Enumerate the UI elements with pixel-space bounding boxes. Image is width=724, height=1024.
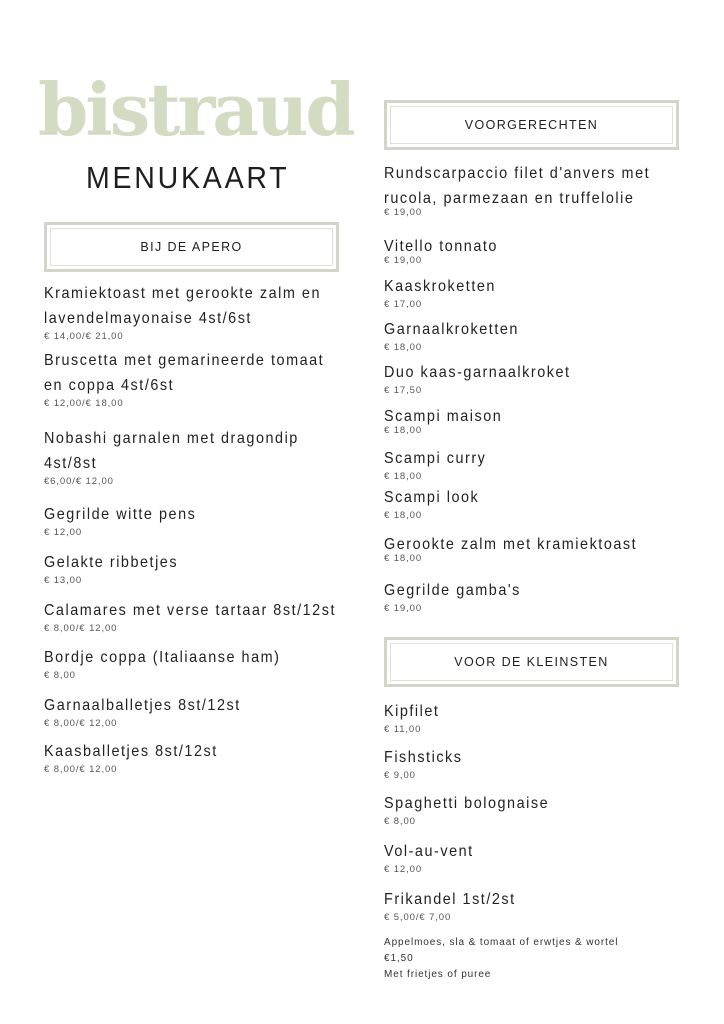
item-price: € 13,00 (44, 575, 82, 586)
item-name-line: Gegrilde witte pens (44, 506, 197, 523)
item-name-line: lavendelmayonaise 4st/6st (44, 310, 252, 327)
item-name-line: Kramiektoast met gerookte zalm en (44, 285, 321, 302)
section-header-voorgerechten (384, 100, 679, 150)
item-price: € 5,00/€ 7,00 (384, 912, 452, 923)
item-name-line: Scampi maison (384, 408, 503, 425)
item-price: € 8,00/€ 12,00 (44, 718, 118, 729)
item-name (44, 426, 332, 476)
menu-item (44, 550, 364, 587)
item-price: € 12,00/€ 18,00 (44, 398, 124, 409)
item-name (384, 404, 672, 429)
section-title: VOORGERECHTEN (464, 118, 599, 132)
item-name-line: Gerookte zalm met kramiektoast (384, 536, 638, 553)
item-name (44, 502, 332, 527)
item-name (44, 281, 332, 331)
menu-item (44, 502, 364, 539)
menu-item (384, 404, 704, 437)
item-name-line: Rundscarpaccio filet d'anvers met (384, 165, 651, 182)
item-name (384, 274, 672, 299)
item-price: € 8,00/€ 12,00 (44, 764, 118, 775)
item-name-line: Garnaalballetjes 8st/12st (44, 697, 241, 714)
item-name-line: rucola, parmezaan en truffelolie (384, 190, 635, 207)
menu-item (384, 317, 704, 354)
item-name-line: Gegrilde gamba's (384, 582, 521, 599)
menu-item (384, 161, 704, 219)
item-name-line: Bordje coppa (Italiaanse ham) (44, 649, 281, 666)
section-voorgerechten (384, 100, 684, 980)
item-name (384, 234, 672, 259)
item-price: € 18,00 (384, 471, 422, 482)
item-price: € 12,00 (384, 864, 422, 875)
item-price: € 19,00 (384, 207, 422, 218)
menu-item (384, 887, 704, 924)
menu-item (384, 234, 704, 267)
menu-item (44, 645, 364, 682)
menu-item (44, 739, 364, 776)
menu-item (384, 699, 704, 736)
brand-logo: bistraud (38, 67, 353, 152)
item-price: € 14,00/€ 21,00 (44, 331, 124, 342)
item-name-line: Garnaalkroketten (384, 321, 519, 338)
item-name (44, 645, 332, 670)
menu-item (44, 426, 364, 488)
item-name (384, 446, 672, 471)
side-dish-note: Met frietjes of puree (384, 969, 492, 980)
section-apero (44, 222, 344, 775)
side-dish-note: Appelmoes, sla & tomaat of erwtjes & wortel (384, 937, 619, 948)
section-header-apero (44, 222, 339, 272)
item-name-line: Duo kaas-garnaalkroket (384, 364, 571, 381)
item-price: € 17,00 (384, 299, 422, 310)
menu-item (384, 745, 704, 782)
item-name (44, 693, 332, 718)
item-price: € 18,00 (384, 510, 422, 521)
item-price: € 18,00 (384, 553, 422, 564)
item-price: € 11,00 (384, 724, 422, 735)
item-price: € 19,00 (384, 255, 422, 266)
side-dish-price: €1,50 (384, 953, 414, 964)
item-price: €6,00/€ 12,00 (44, 476, 114, 487)
item-price: € 12,00 (44, 527, 82, 538)
menu-item (44, 348, 364, 410)
item-name (384, 839, 672, 864)
item-name (384, 161, 672, 211)
item-name-line: Vol-au-vent (384, 843, 474, 860)
item-name (44, 348, 332, 398)
item-name (384, 578, 672, 603)
item-name-line: Bruscetta met gemarineerde tomaat (44, 352, 325, 369)
item-name-line: Kaaskroketten (384, 278, 496, 295)
menu-item (384, 532, 704, 565)
menu-item (44, 693, 364, 730)
item-name-line: Kaasballetjes 8st/12st (44, 743, 218, 760)
item-name (384, 699, 672, 724)
section-title: VOOR DE KLEINSTEN (454, 655, 609, 669)
menu-item (44, 598, 364, 635)
item-price: € 8,00/€ 12,00 (44, 623, 118, 634)
item-price: € 19,00 (384, 603, 422, 614)
menu-item (384, 274, 704, 311)
item-name-line: Nobashi garnalen met dragondip (44, 430, 299, 447)
item-name-line: Scampi curry (384, 450, 487, 467)
item-name (44, 598, 336, 623)
section-header-kleinsten (384, 637, 679, 687)
item-name (44, 550, 332, 575)
menu-item (384, 578, 704, 615)
item-name-line: en coppa 4st/6st (44, 377, 175, 394)
item-name-line: Spaghetti bolognaise (384, 795, 550, 812)
item-price: € 18,00 (384, 342, 422, 353)
item-name-line: Vitello tonnato (384, 238, 498, 255)
menu-item (44, 281, 364, 343)
item-name (384, 485, 672, 510)
item-name (44, 739, 332, 764)
menu-item (384, 446, 704, 483)
menu-item (384, 791, 704, 828)
item-name-line: Gelakte ribbetjes (44, 554, 179, 571)
page-title: MENUKAART (86, 160, 290, 195)
item-name (384, 887, 672, 912)
menu-item (384, 485, 704, 522)
item-name-line: Frikandel 1st/2st (384, 891, 516, 908)
item-name-line: Kipfilet (384, 703, 440, 720)
item-name (384, 360, 672, 385)
item-name-line: Calamares met verse tartaar 8st/12st (44, 602, 336, 619)
item-name (384, 317, 672, 342)
menu-item (384, 839, 704, 876)
section-title: BIJ DE APERO (140, 240, 243, 254)
menu-item (384, 360, 704, 397)
item-name-line: 4st/8st (44, 455, 98, 472)
item-price: € 8,00 (44, 670, 76, 681)
item-price: € 17,50 (384, 385, 422, 396)
item-name (384, 532, 672, 557)
item-name (384, 791, 672, 816)
item-name-line: Scampi look (384, 489, 480, 506)
item-price: € 18,00 (384, 425, 422, 436)
item-price: € 9,00 (384, 770, 416, 781)
item-name-line: Fishsticks (384, 749, 463, 766)
item-name (384, 745, 672, 770)
item-price: € 8,00 (384, 816, 416, 827)
